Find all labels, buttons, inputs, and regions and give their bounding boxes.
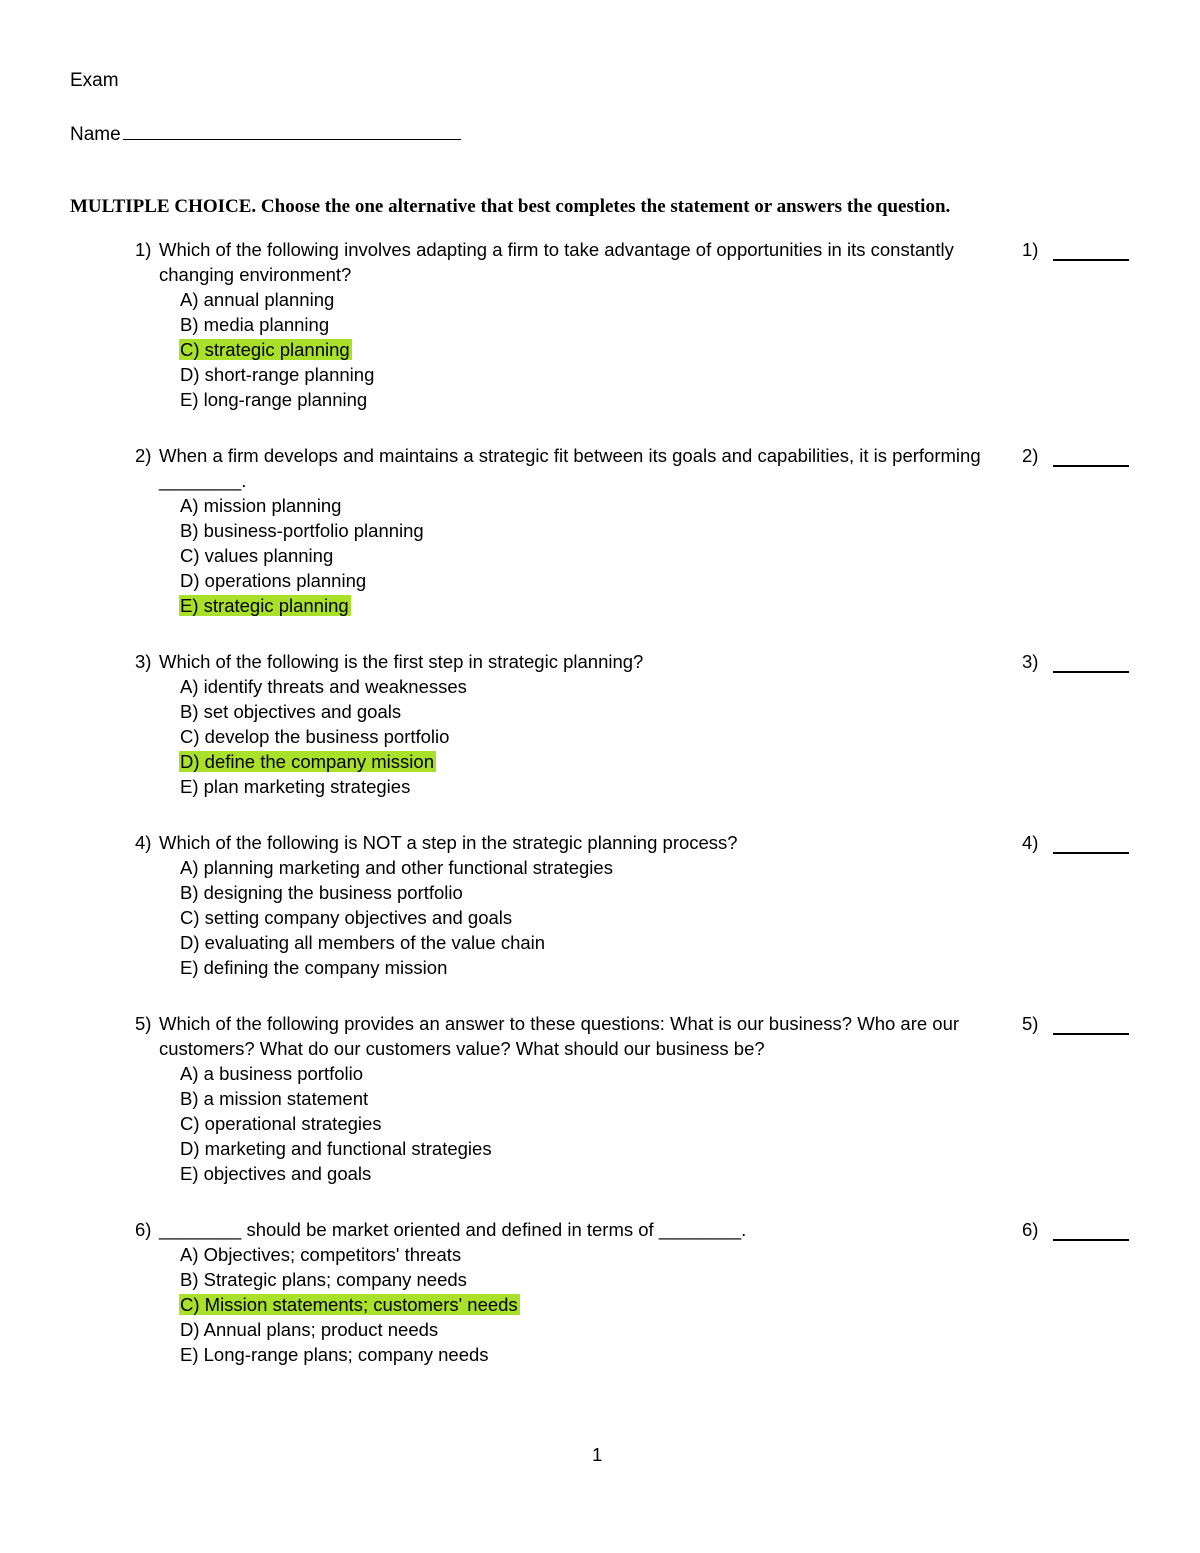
choice <box>179 1136 1015 1161</box>
choice-label: B) business-portfolio planning <box>180 520 424 541</box>
choice <box>179 1111 1015 1136</box>
answer-blank[interactable] <box>1053 671 1129 673</box>
choice-label: A) annual planning <box>180 289 335 310</box>
choice-label: E) strategic planning <box>180 595 349 616</box>
answer-slot-3 <box>1022 649 1038 674</box>
choice-label: A) planning marketing and other functional strategies <box>180 857 613 878</box>
answer-blank[interactable] <box>1053 259 1129 261</box>
choice <box>179 518 1015 543</box>
choice <box>179 880 1015 905</box>
choice-label: A) Objectives; competitors' threats <box>180 1244 462 1265</box>
question-6 <box>135 1217 1015 1367</box>
choice-highlighted <box>179 593 1015 618</box>
question-text: Which of the following is the first step in strategic planning? <box>159 651 644 672</box>
answer-blank[interactable] <box>1053 1033 1129 1035</box>
choice-label: E) long-range planning <box>180 389 368 410</box>
choice <box>179 1317 1015 1342</box>
question-text: Which of the following provides an answer to these questions: What is our business? Who are our customers? What do our customers value? What should our business be? <box>159 1013 960 1059</box>
choice <box>179 1267 1015 1292</box>
choice-list <box>179 1061 1015 1186</box>
choice <box>179 855 1015 880</box>
answer-number: 5) <box>1022 1013 1039 1034</box>
choice-label: C) develop the business portfolio <box>180 726 450 747</box>
choice-label: C) setting company objectives and goals <box>180 907 513 928</box>
choice <box>179 568 1015 593</box>
choice-list <box>179 1242 1015 1367</box>
exam-title: Exam <box>70 70 119 91</box>
choice-label: A) identify threats and weaknesses <box>180 676 467 697</box>
question-stem <box>135 237 1015 287</box>
question-stem <box>135 443 1015 493</box>
choice <box>179 905 1015 930</box>
question-number: 5) <box>135 1013 152 1034</box>
choice-label: C) values planning <box>180 545 334 566</box>
question-1 <box>135 237 1015 412</box>
question-number: 6) <box>135 1219 152 1240</box>
question-stem <box>135 1217 1015 1242</box>
choice-list <box>179 493 1015 618</box>
name-label: Name <box>70 124 121 145</box>
choice-label: B) media planning <box>180 314 330 335</box>
choice-highlighted <box>179 749 1015 774</box>
choice-label: B) a mission statement <box>180 1088 369 1109</box>
answer-blank[interactable] <box>1053 1239 1129 1241</box>
choice <box>179 543 1015 568</box>
name-field <box>70 121 461 146</box>
choice <box>179 774 1015 799</box>
question-3 <box>135 649 1015 799</box>
question-text: Which of the following is NOT a step in the strategic planning process? <box>159 832 738 853</box>
answer-blank[interactable] <box>1053 465 1129 467</box>
answer-number: 1) <box>1022 239 1039 260</box>
choice-list <box>179 855 1015 980</box>
choice-label: B) set objectives and goals <box>180 701 402 722</box>
choice-label: D) Annual plans; product needs <box>180 1319 439 1340</box>
question-4 <box>135 830 1015 980</box>
choice-label: B) Strategic plans; company needs <box>180 1269 467 1290</box>
question-number: 2) <box>135 445 152 466</box>
choice-list <box>179 287 1015 412</box>
choice-label: B) designing the business portfolio <box>180 882 463 903</box>
question-number: 3) <box>135 651 152 672</box>
name-underline <box>123 121 461 140</box>
choice-label: D) operations planning <box>180 570 367 591</box>
answer-slot-6 <box>1022 1217 1038 1242</box>
question-number: 4) <box>135 832 152 853</box>
answer-number: 6) <box>1022 1219 1039 1240</box>
answer-slot-4 <box>1022 830 1038 855</box>
choice <box>179 1242 1015 1267</box>
choice <box>179 1061 1015 1086</box>
choice-list <box>179 674 1015 799</box>
question-stem <box>135 830 1015 855</box>
choice-label: E) defining the company mission <box>180 957 448 978</box>
answer-slot-1 <box>1022 237 1038 262</box>
choice <box>179 387 1015 412</box>
choice-label: A) mission planning <box>180 495 342 516</box>
choice-label: E) plan marketing strategies <box>180 776 411 797</box>
choice <box>179 930 1015 955</box>
question-5 <box>135 1011 1015 1186</box>
choice <box>179 1342 1015 1367</box>
choice-label: D) short-range planning <box>180 364 375 385</box>
answer-slot-2 <box>1022 443 1038 468</box>
choice <box>179 955 1015 980</box>
choice <box>179 287 1015 312</box>
answer-blank[interactable] <box>1053 852 1129 854</box>
question-2 <box>135 443 1015 618</box>
choice-label: C) operational strategies <box>180 1113 382 1134</box>
choice-label: E) Long-range plans; company needs <box>180 1344 489 1365</box>
choice-label: C) strategic planning <box>180 339 350 360</box>
choice <box>179 1161 1015 1186</box>
choice <box>179 1086 1015 1111</box>
choice-label: D) define the company mission <box>180 751 434 772</box>
question-text: ________ should be market oriented and defined in terms of ________. <box>159 1219 747 1240</box>
answer-slot-5 <box>1022 1011 1038 1036</box>
answer-number: 2) <box>1022 445 1039 466</box>
choice <box>179 312 1015 337</box>
choice <box>179 362 1015 387</box>
choice-label: D) evaluating all members of the value chain <box>180 932 546 953</box>
question-stem <box>135 649 1015 674</box>
answer-number: 4) <box>1022 832 1039 853</box>
choice-label: D) marketing and functional strategies <box>180 1138 492 1159</box>
page-number: 1 <box>592 1444 603 1465</box>
question-number: 1) <box>135 239 152 260</box>
choice-label: A) a business portfolio <box>180 1063 364 1084</box>
choice <box>179 493 1015 518</box>
choice-highlighted <box>179 337 1015 362</box>
instructions: MULTIPLE CHOICE. Choose the one alternative that best completes the statement or answers the question. <box>70 196 951 217</box>
question-text: When a firm develops and maintains a strategic fit between its goals and capabilities, it is performing ________. <box>159 445 981 491</box>
question-text: Which of the following involves adapting a firm to take advantage of opportunities in its constantly changing environment? <box>159 239 954 285</box>
choice <box>179 699 1015 724</box>
choice-highlighted <box>179 1292 1015 1317</box>
answer-number: 3) <box>1022 651 1039 672</box>
question-stem <box>135 1011 1015 1061</box>
choice <box>179 674 1015 699</box>
choice-label: C) Mission statements; customers' needs <box>180 1294 518 1315</box>
choice <box>179 724 1015 749</box>
choice-label: E) objectives and goals <box>180 1163 372 1184</box>
